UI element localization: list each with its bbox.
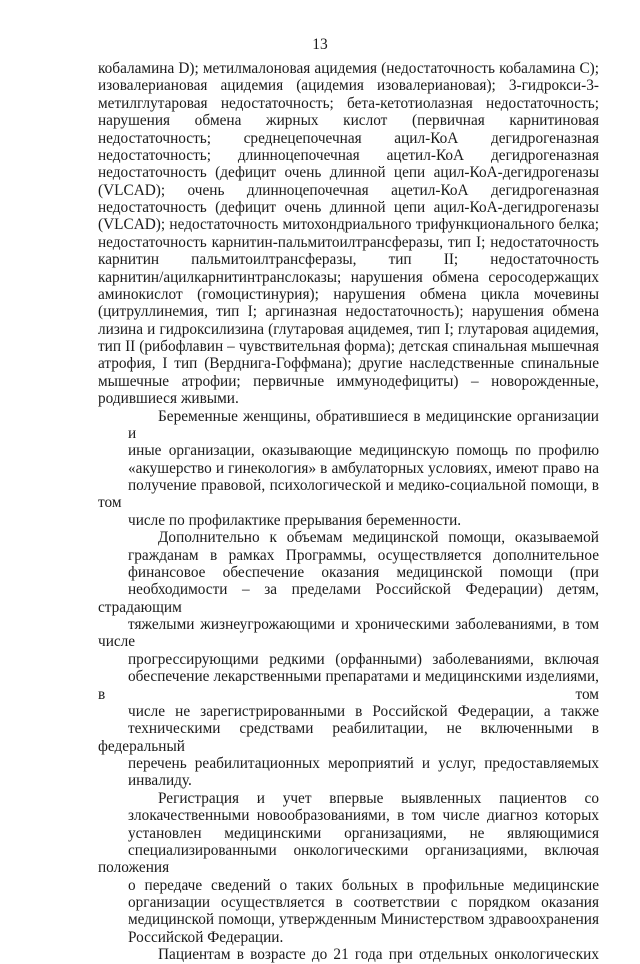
text-line: злокачественными новообразованиями, в том числе диагноз которых xyxy=(128,807,599,825)
text-line: специализированными онкологическими организациями, включая положения xyxy=(98,841,599,877)
text-line: числе не зарегистрированными в Российской Федерации, а также xyxy=(128,702,599,720)
text-line: инвалиду. xyxy=(128,772,192,790)
text-line: тип II (рибофлавин – чувствительная форма); детская спинальная мышечная xyxy=(98,338,599,355)
paragraph-additional-financing xyxy=(98,529,599,790)
text-line: обеспечение лекарственными препаратами и медицинскими изделиями, в том xyxy=(98,668,599,703)
paragraph-pregnant-women xyxy=(98,408,599,530)
text-line: тяжелыми жизнеугрожающими и хроническими заболеваниями, в том числе xyxy=(98,616,599,651)
text-line: «акушерство и гинекология» в амбулаторных условиях, имеют право на xyxy=(128,459,599,477)
text-line: лизина и гидроксилизина (глутаровая ацидемея, тип I; глутаровая ацидемия, xyxy=(98,320,599,338)
text-line: установлен медицинскими организациями, не являющимися xyxy=(128,824,599,842)
text-line: атрофия, I тип (Верднига-Гоффмана); другие наследственные спинальные xyxy=(98,355,599,373)
text-line: перечень реабилитационных мероприятий и услуг, предоставляемых xyxy=(128,755,599,772)
text-line: Беременные женщины, обратившиеся в медицинские организации и xyxy=(128,407,599,442)
text-line: недостаточность (дефицит очень длинной цепи ацил-КоА-дегидрогеназы xyxy=(98,199,599,216)
text-line: Дополнительно к объемам медицинской помощи, оказываемой xyxy=(158,529,599,547)
page-number: 13 xyxy=(312,36,328,53)
text-line: (VLCAD); недостаточность митохондриального трифункционального белка; xyxy=(98,216,599,234)
text-line: гражданам в рамках Программы, осуществляется дополнительное xyxy=(128,546,599,564)
document-body xyxy=(98,60,599,964)
text-line: аминокислот (гомоцистинурия); нарушения обмена цикла мочевины xyxy=(98,285,599,303)
text-line: изовалериановая ацидемия (ацидемия изовалериановая); 3-гидрокси-3- xyxy=(98,77,599,95)
paragraph-oncology-registration xyxy=(98,790,599,946)
text-line: Российской Федерации. xyxy=(128,928,284,946)
text-line: Пациентам в возрасте до 21 года при отдельных онкологических xyxy=(158,946,599,964)
text-line: родившиеся живыми. xyxy=(98,390,239,408)
text-line: о передаче сведений о таких больных в профильные медицинские xyxy=(128,876,599,894)
text-line: метилглутаровая недостаточность; бета-кетотиолазная недостаточность; xyxy=(98,94,599,112)
text-line: финансовое обеспечение оказания медицинской помощи (при xyxy=(128,563,599,581)
paragraph-metabolic-disorders xyxy=(98,60,599,408)
text-line: нарушения обмена жирных кислот (первичная карнитиновая xyxy=(98,112,599,130)
text-line: получение правовой, психологической и медико-социальной помощи, в том xyxy=(98,477,599,512)
text-line: недостаточность; длинноцепочечная ацетил-КоА дегидрогеназная xyxy=(98,146,599,164)
text-line: карнитин пальмитоилтрансферазы, тип II; недостаточность xyxy=(98,251,599,269)
text-line: мышечные атрофии; первичные иммунодефициты) – новорожденные, xyxy=(98,372,599,390)
text-line: (цитруллинемия, тип I; аргиназная недостаточность); нарушения обмена xyxy=(98,303,599,321)
text-line: (VLCAD); очень длинноцепочечная ацетил-КоА дегидрогеназная xyxy=(98,181,599,199)
paragraph-patients-under-21 xyxy=(98,946,599,963)
text-line: Регистрация и учет впервые выявленных пациентов со xyxy=(158,789,599,807)
text-line: организации осуществляется в соответствии с порядком оказания xyxy=(128,894,599,911)
text-line: карнитин/ацилкарнитинтранслоказы; нарушения обмена серосодержащих xyxy=(98,268,599,286)
text-line: необходимости – за пределами Российской Федерации) детям, страдающим xyxy=(98,581,599,616)
text-line: числе по профилактике прерывания беременности. xyxy=(128,511,462,529)
text-line: медицинской помощи, утвержденным Министерством здравоохранения xyxy=(128,911,599,929)
text-line: недостаточность (дефицит очень длинной цепи ацил-КоА-дегидрогеназы xyxy=(98,164,599,182)
text-line: недостаточность; среднецепочечная ацил-КоА дегидрогеназная xyxy=(98,129,599,147)
text-line: кобаламина D); метилмалоновая ацидемия (недостаточность кобаламина C); xyxy=(98,60,599,77)
text-line: техническими средствами реабилитации, не включенными в федеральный xyxy=(98,720,599,755)
text-line: прогрессирующими редкими (орфанными) заболеваниями, включая xyxy=(128,650,599,668)
text-line: иные организации, оказывающие медицинскую помощь по профилю xyxy=(128,442,599,460)
text-line: недостаточность карнитин-пальмитоилтрансферазы, тип I; недостаточность xyxy=(98,233,599,251)
